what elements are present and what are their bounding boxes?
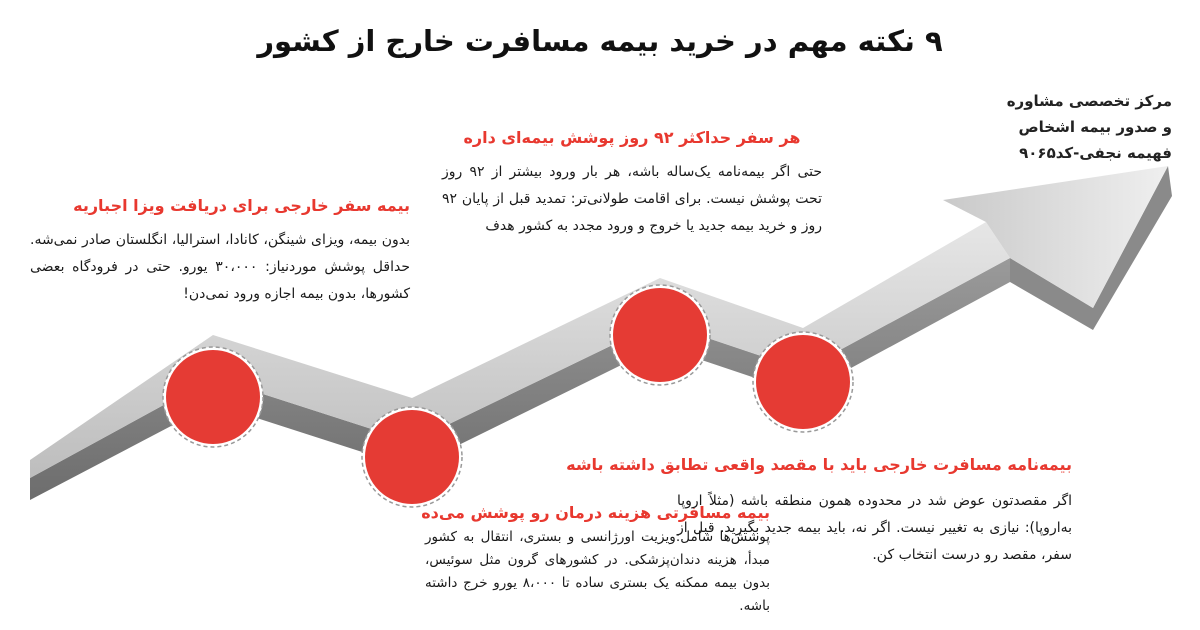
tip-body: حتی اگر بیمه‌نامه یک‌ساله باشه، هر بار ورود بیشتر از ۹۲ روز تحت پوشش نیست. برای اقامت طولانی‌تر: تمدید قبل از پایان ۹۲ روز و خرید بیمه جدید یا خروج و ورود مجدد به کشور هدف: [442, 164, 823, 234]
brand-line-2: و صدور بیمه اشخاص: [1018, 118, 1172, 136]
tip-92-days: [442, 128, 822, 240]
tip-body: پوشش‌ها شامل:ویزیت اورژانسی و بستری، انتقال به کشور مبدأ، هزینه دندان‌پزشکی. در کشورهای گرون مثل سوئیس، بدون بیمه ممکنه یک بستری ساده تا ۸،۰۰۰ یورو خرج داشته باشه.: [425, 529, 770, 614]
milestone-circle-3: [610, 285, 710, 385]
tip-visa-required: [30, 196, 410, 308]
brand-info: [972, 88, 1172, 166]
tip-heading: بیمه‌نامه مسافرت خارجی باید با مقصد واقعی تطابق داشته باشه: [566, 455, 1072, 474]
tip-heading: بیمه سفر خارجی برای دریافت ویزا اجباریه: [73, 196, 410, 215]
page-title: ۹ نکته مهم در خرید بیمه مسافرت خارج از کشور: [257, 24, 943, 58]
milestone-circle-4: [753, 332, 853, 432]
brand-line-1: مرکز تخصصی مشاوره: [1006, 92, 1172, 110]
milestone-circle-1: [163, 347, 263, 447]
tip-body: بدون بیمه، ویزای شینگن، کانادا، استرالیا، انگلستان صادر نمی‌شه. حداقل پوشش موردنیاز: ۳۰،۰۰۰ یورو. حتی در فرودگاه بعضی کشورها، بدون بیمه اجازه ورود نمی‌دن!: [30, 232, 410, 302]
brand-line-3: فهیمه نجفی-کد۹۰۶۵: [1019, 144, 1172, 162]
tip-body: اگر مقصدتون عوض شد در محدوده همون منطقه باشه (مثلاً اروپا به‌اروپا): نیازی به تغییر نیست. اگر نه، باید بیمه جدید بگیرید. قبل از سفر، مقصد رو درست انتخاب کن.: [677, 493, 1072, 563]
milestone-circle-2: [362, 407, 462, 507]
tip-heading: بیمه مسافرتی هزینه درمان رو پوشش می‌ده: [421, 503, 770, 522]
tip-heading: هر سفر حداکثر ۹۲ روز پوشش بیمه‌ای داره: [463, 128, 801, 147]
